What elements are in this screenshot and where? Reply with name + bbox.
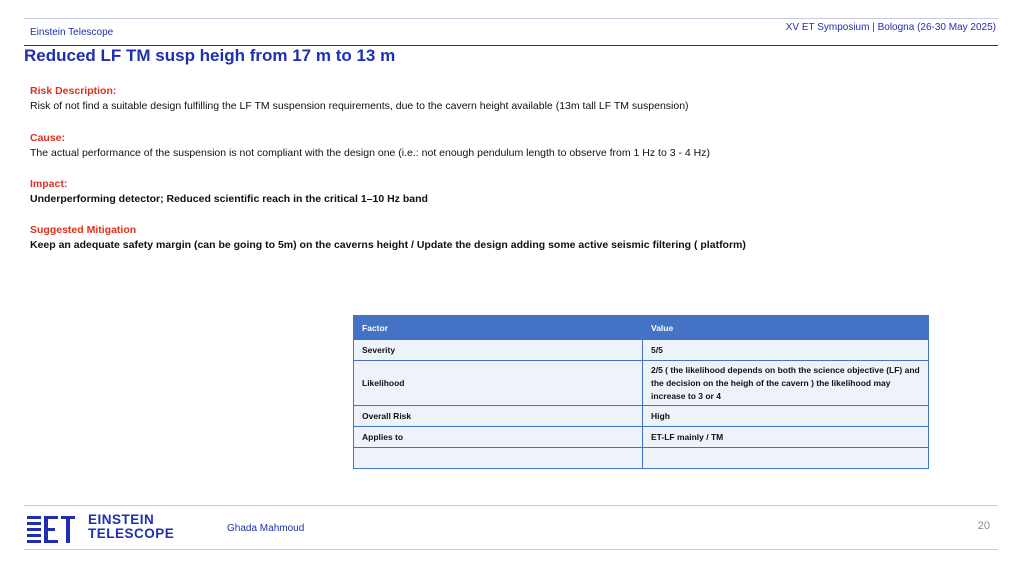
value-cell	[643, 448, 929, 469]
page-number: 20	[977, 520, 990, 532]
section-heading: Cause:	[30, 132, 66, 144]
table-row	[354, 406, 929, 427]
value-cell: ET-LF mainly / TM	[643, 427, 929, 448]
header-org-name: Einstein Telescope	[30, 27, 114, 38]
column-header-factor: Factor	[354, 316, 643, 340]
section-heading: Impact:	[30, 178, 68, 190]
table-row-empty	[354, 448, 929, 469]
logo-line-2: TELESCOPE	[88, 526, 175, 541]
footer-divider	[24, 505, 998, 506]
factor-cell: Severity	[354, 340, 643, 361]
logo-wordmark	[88, 513, 174, 541]
section-body: Risk of not find a suitable design fulfilling the LF TM suspension requirements, due to the cavern height available (13m tall LF TM suspension)	[30, 100, 689, 112]
table-row	[354, 427, 929, 448]
table-row	[354, 340, 929, 361]
table-row	[354, 361, 929, 406]
mitigation-section	[30, 223, 746, 253]
table-header-row	[354, 316, 929, 340]
value-cell: High	[643, 406, 929, 427]
section-heading: Risk Description:	[30, 85, 117, 97]
factor-cell: Overall Risk	[354, 406, 643, 427]
risk-description-section	[30, 84, 689, 114]
header-event-name: XV ET Symposium | Bologna (26-30 May 2025)	[785, 22, 996, 33]
logo-line-1: EINSTEIN	[88, 512, 155, 527]
slide-title: Reduced LF TM susp heigh from 17 m to 13 m	[24, 46, 396, 65]
factor-cell	[354, 448, 643, 469]
risk-table	[353, 315, 929, 469]
value-cell: 5/5	[643, 340, 929, 361]
header-top-divider	[24, 18, 998, 19]
section-body: Underperforming detector; Reduced scientific reach in the critical 1–10 Hz band	[30, 193, 428, 205]
footer-bottom-divider	[24, 549, 998, 550]
column-header-value: Value	[643, 316, 929, 340]
value-cell: 2/5 ( the likelihood depends on both the science objective (LF) and the decision on the heigh of the cavern ) the likelihood may increase to 3 or 4	[643, 361, 929, 406]
factor-cell: Applies to	[354, 427, 643, 448]
section-body: Keep an adequate safety margin (can be going to 5m) on the caverns height / Update the design adding some active seismic filtering ( platform)	[30, 239, 746, 251]
author-name: Ghada Mahmoud	[227, 523, 305, 534]
section-body: The actual performance of the suspension is not compliant with the design one (i.e.: not enough pendulum length to observe from 1 Hz to 3 - 4 Hz)	[30, 147, 710, 159]
section-heading: Suggested Mitigation	[30, 224, 137, 236]
factor-cell: Likelihood	[354, 361, 643, 406]
cause-section	[30, 131, 710, 161]
impact-section	[30, 177, 428, 207]
